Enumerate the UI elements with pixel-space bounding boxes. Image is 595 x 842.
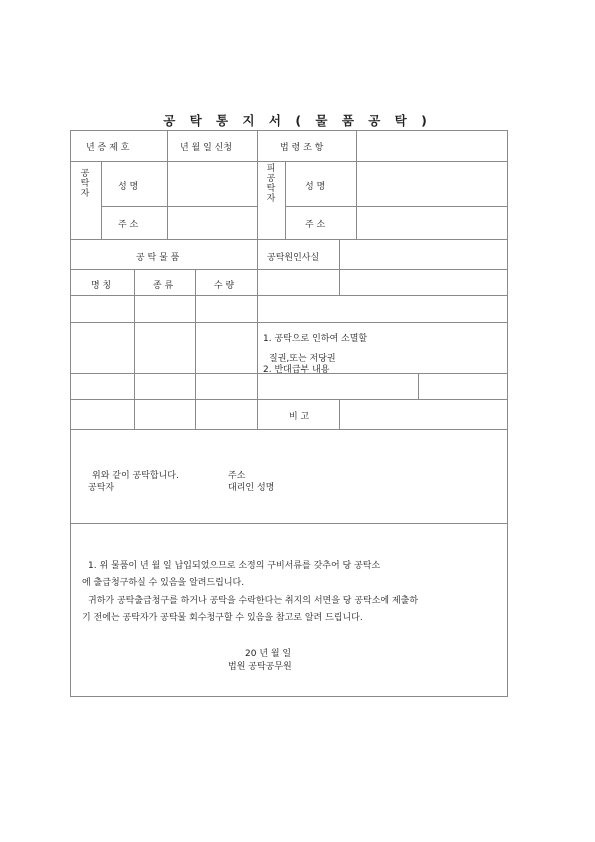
row-line-1 bbox=[70, 161, 508, 162]
declaration-depositor: 공탁자 bbox=[88, 483, 115, 493]
row-line-8 bbox=[70, 399, 508, 400]
deposited-goods-label: 공 탁 물 품 bbox=[136, 253, 180, 263]
law-article-label: 법 령 조 항 bbox=[280, 143, 324, 153]
row-line-10 bbox=[70, 523, 508, 524]
deposit-cause-label: 공탁원인사실 bbox=[267, 253, 320, 263]
item-quantity-header: 수 량 bbox=[214, 281, 235, 291]
col-line-f bbox=[356, 161, 357, 239]
item-name-header: 명 칭 bbox=[91, 281, 112, 291]
col-line-j bbox=[418, 373, 419, 399]
respondent-address-label: 주 소 bbox=[305, 220, 326, 230]
remarks-label: 비 고 bbox=[289, 412, 310, 422]
col-line-c bbox=[356, 130, 357, 161]
row-line-7a bbox=[70, 373, 257, 374]
row-line-4 bbox=[70, 269, 508, 270]
notice-paragraph-2a: 귀하가 공탁출급청구를 하거나 공탁을 수락한다는 취지의 서면을 당 공탁소에 제출하 bbox=[88, 596, 419, 606]
depositor-address-label: 주 소 bbox=[118, 220, 139, 230]
declaration-address: 주소 bbox=[228, 471, 246, 481]
col-line-k bbox=[339, 399, 340, 429]
row-line-5 bbox=[70, 295, 508, 296]
case-number-label: 년 증 제 호 bbox=[86, 143, 130, 153]
row-line-2c bbox=[285, 206, 508, 207]
row-line-6 bbox=[70, 322, 508, 323]
declaration-text: 위와 같이 공탁합니다. bbox=[92, 471, 179, 481]
row-line-2 bbox=[101, 206, 167, 207]
col-line-h bbox=[134, 269, 135, 429]
depositor-name-label: 성 명 bbox=[118, 182, 139, 192]
notice-paragraph-1a: 1. 위 물품이 년 월 일 납입되었으므로 소정의 구비서류를 갖추어 당 공탁소 bbox=[88, 561, 381, 571]
depositor-label: 공탁자 bbox=[80, 169, 90, 199]
extinguish-line-2: 질권,또는 저당권 bbox=[269, 354, 336, 364]
col-line-g bbox=[339, 239, 340, 295]
col-line-a bbox=[167, 130, 168, 239]
notice-official: 법원 공탁공무원 bbox=[228, 662, 292, 672]
col-line-i bbox=[195, 269, 196, 429]
item-kind-header: 종 류 bbox=[153, 281, 174, 291]
row-line-3 bbox=[70, 239, 508, 240]
notice-paragraph-2b: 기 전에는 공탁자가 공탁물 회수청구할 수 있음을 참고로 알려 드립니다. bbox=[82, 613, 363, 623]
extinguish-line-1: 1. 공탁으로 인하여 소멸할 bbox=[263, 334, 368, 344]
row-line-2b bbox=[167, 206, 257, 207]
respondent-label: 피공탁자 bbox=[266, 164, 276, 204]
extinguish-line-3: 2. 반대급부 내용 bbox=[263, 365, 330, 375]
notice-date: 20 년 월 일 bbox=[245, 649, 292, 659]
col-line-d bbox=[101, 161, 102, 239]
respondent-name-label: 성 명 bbox=[305, 182, 326, 192]
notice-paragraph-1b: 에 출급청구하실 수 있음을 알려드립니다. bbox=[82, 578, 245, 588]
col-line-e bbox=[285, 161, 286, 239]
col-line-b bbox=[257, 130, 258, 429]
row-line-9 bbox=[70, 429, 508, 430]
document-title: 공 탁 통 지 서 ( 물 품 공 탁 ) bbox=[163, 113, 432, 128]
declaration-agent-name: 대리인 성명 bbox=[228, 483, 275, 493]
application-date-label: 년 월 일 신청 bbox=[180, 143, 233, 153]
